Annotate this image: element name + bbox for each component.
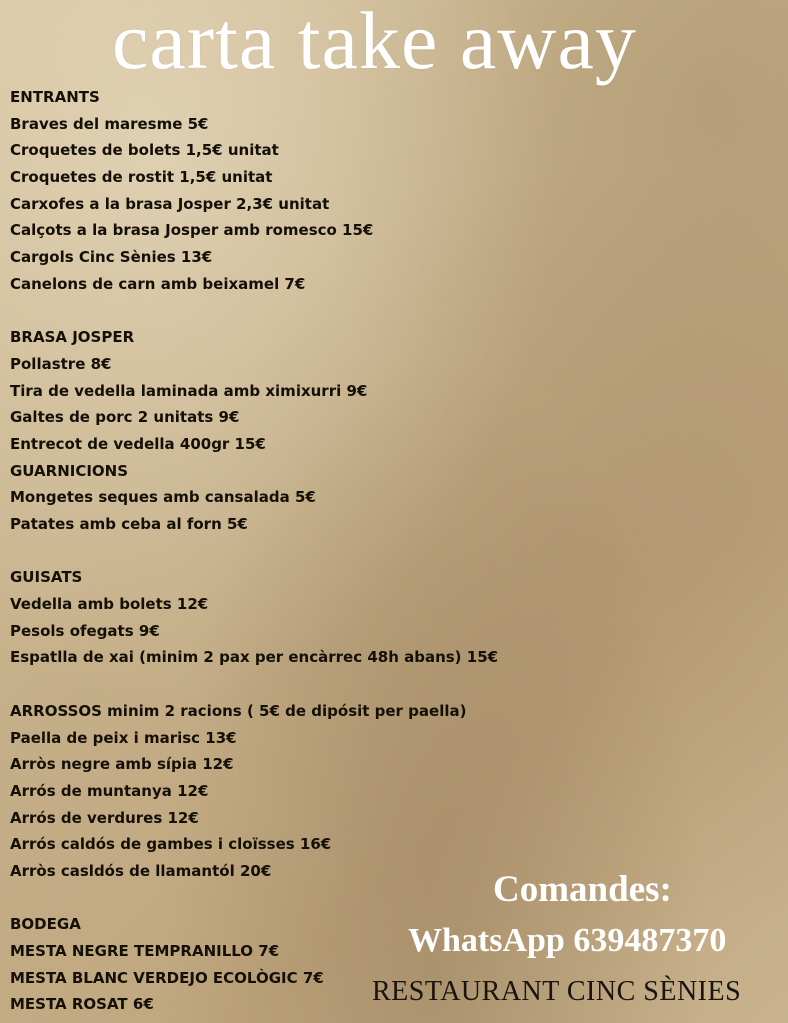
menu-item: Arròs negre amb sípia 12€: [10, 755, 234, 774]
menu-item: Entrecot de vedella 400gr 15€: [10, 434, 266, 453]
menu-item: MESTA NEGRE TEMPRANILLO 7€: [10, 942, 280, 960]
menu-item: Calçots a la brasa Josper amb romesco 15€: [10, 221, 374, 240]
menu-list: [10, 84, 530, 1018]
section-spacer: [10, 885, 530, 912]
menu-title: carta take away: [112, 0, 637, 86]
menu-item: Galtes de porc 2 unitats 9€: [10, 408, 240, 427]
menu-item: Arrós de muntanya 12€: [10, 781, 209, 800]
whatsapp-number: WhatsApp 639487370: [408, 922, 727, 959]
menu-item: Carxofes a la brasa Josper 2,3€ unitat: [10, 194, 330, 213]
section-heading-guisats: GUISATS: [10, 568, 83, 587]
menu-item: Arrós caldós de gambes i cloïsses 16€: [10, 835, 332, 854]
menu-item: Mongetes seques amb cansalada 5€: [10, 488, 316, 507]
menu-item: Arròs casldós de llamantól 20€: [10, 861, 272, 880]
menu-item: Arrós de verdures 12€: [10, 808, 199, 827]
section-spacer: [10, 538, 530, 565]
menu-item: Pollastre 8€: [10, 354, 112, 373]
menu-item: Vedella amb bolets 12€: [10, 595, 209, 614]
menu-item: Tira de vedella laminada amb ximixurri 9€: [10, 381, 368, 400]
section-heading-brasa-josper: BRASA JOSPER: [10, 328, 135, 347]
menu-item: MESTA ROSAT 6€: [10, 995, 154, 1014]
section-spacer: [10, 298, 530, 325]
menu-item: MESTA BLANC VERDEJO ECOLÒGIC 7€: [10, 968, 324, 987]
section-heading-guarnicions: GUARNICIONS: [10, 461, 129, 480]
orders-label: Comandes:: [493, 869, 672, 910]
menu-item: Braves del maresme 5€: [10, 114, 209, 133]
menu-item: Canelons de carn amb beixamel 7€: [10, 274, 306, 293]
menu-item: Cargols Cinc Sènies 13€: [10, 248, 213, 267]
section-spacer: [10, 671, 530, 698]
restaurant-name: RESTAURANT CINC SÈNIES: [372, 976, 742, 1007]
section-heading-arrossos: ARROSSOS minim 2 racions ( 5€ de dipósit per paella): [10, 701, 467, 720]
menu-item: Paella de peix i marisc 13€: [10, 728, 237, 747]
menu-item: Croquetes de rostit 1,5€ unitat: [10, 168, 273, 187]
section-heading-entrants: ENTRANTS: [10, 88, 100, 106]
menu-item: Patates amb ceba al forn 5€: [10, 515, 248, 533]
menu-item: Croquetes de bolets 1,5€ unitat: [10, 141, 279, 160]
section-heading-bodega: BODEGA: [10, 915, 81, 934]
menu-item: Pesols ofegats 9€: [10, 621, 160, 640]
menu-item: Espatlla de xai (minim 2 pax per encàrrec 48h abans) 15€: [10, 648, 499, 667]
